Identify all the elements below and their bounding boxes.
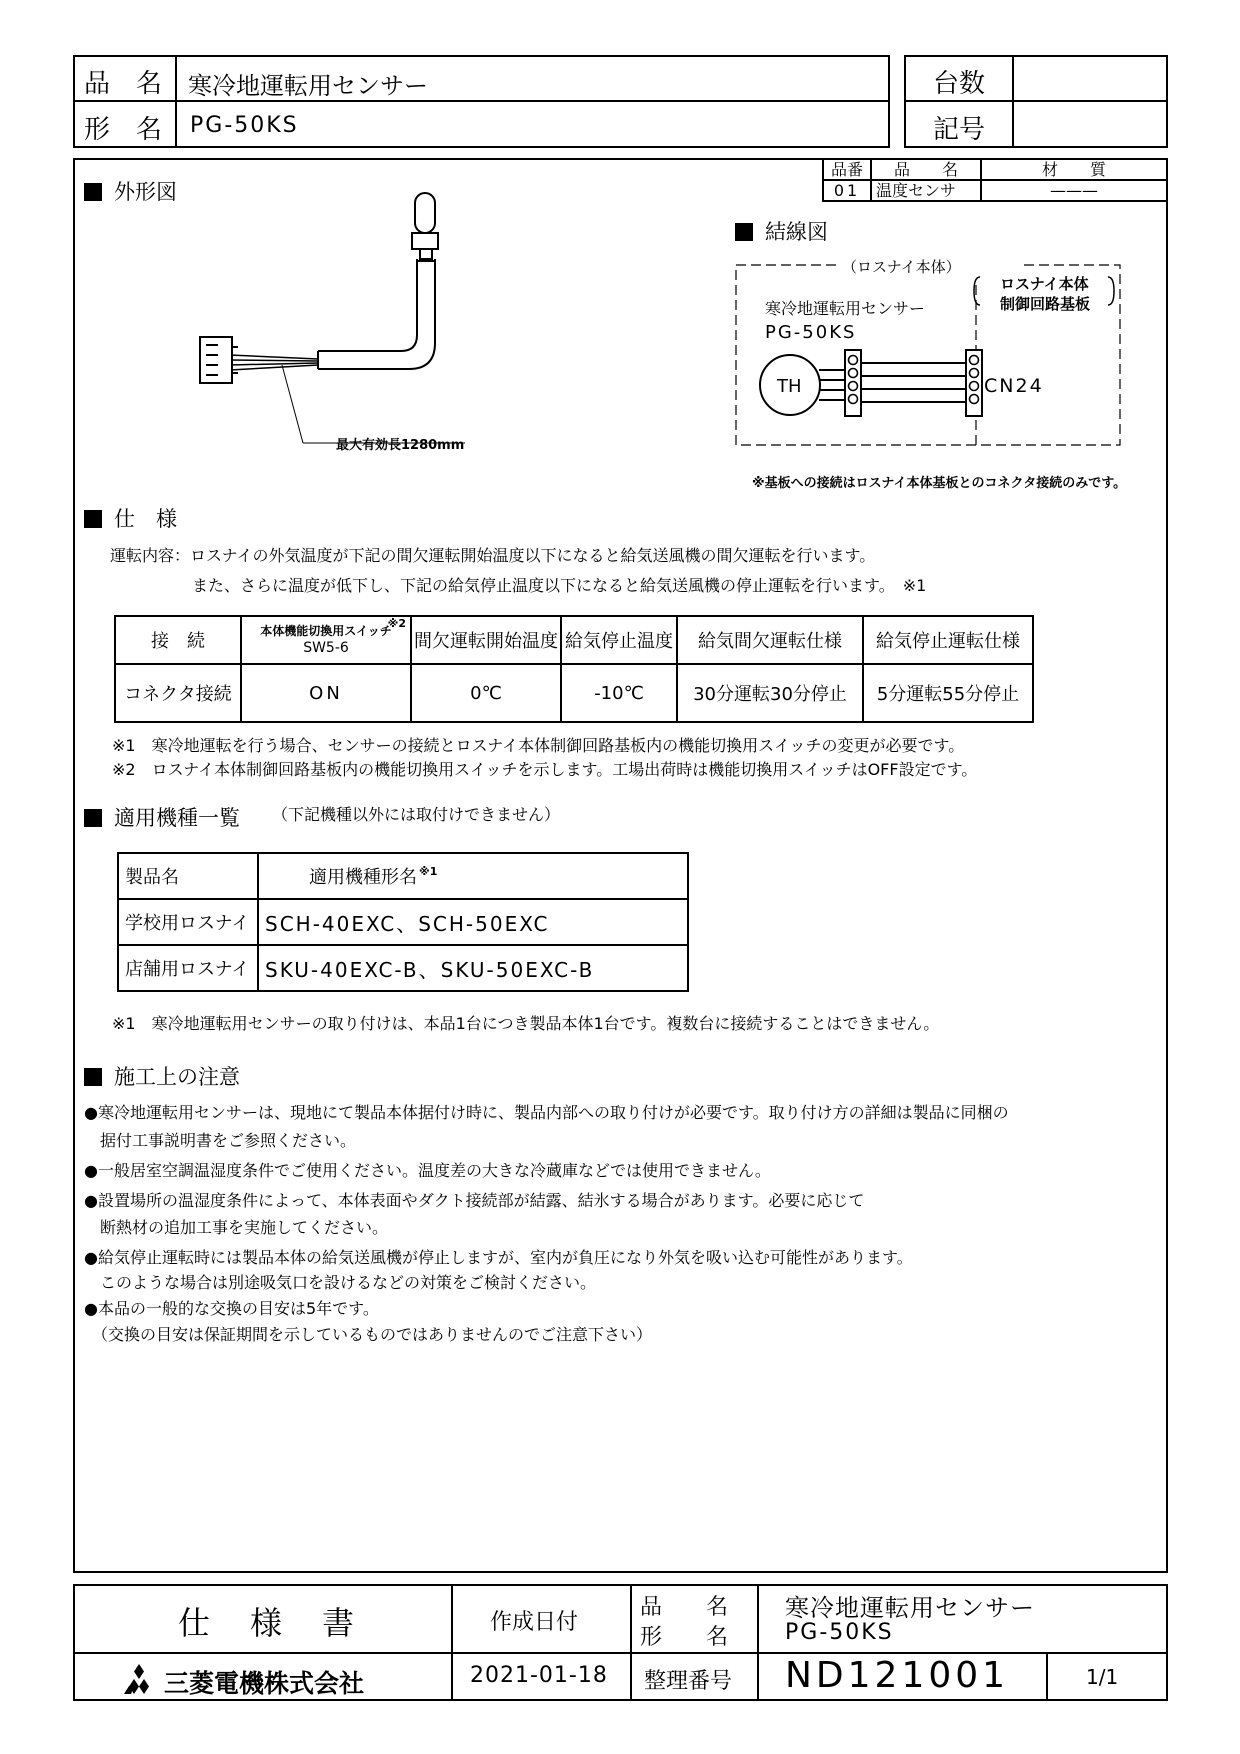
spec-cell-intermittent-spec: 30分運転30分停止: [677, 664, 863, 722]
models-header-product: 製品名: [118, 853, 258, 899]
models-title: 適用機種一覧: [114, 806, 240, 830]
symbol-label: 記号: [933, 115, 986, 145]
spec-header-connection: 接 続: [115, 616, 241, 664]
models-note: ※1 寒冷地運転用センサーの取り付けは、本品1台につき製品本体1台です。複数台に接続することはできません。: [112, 1014, 940, 1033]
product-name-value: 寒冷地運転用センサー: [188, 72, 428, 100]
spec-line-2: また、さらに温度が低下し、下記の給気停止温度以下になると給気送風機の停止運転を行います。 ※1: [192, 576, 927, 595]
cautions-title: 施工上の注意: [114, 1065, 240, 1089]
caution-line: 断熱材の追加工事を実施してください。: [84, 1218, 389, 1237]
header-right-divider: [904, 100, 1168, 102]
header-right-vdivider: [1012, 55, 1014, 148]
footer-hdivider: [73, 1652, 1168, 1654]
th-label: TH: [777, 376, 802, 397]
footer-model-label: 形 名: [640, 1625, 729, 1650]
wiring-note: ※基板への接続はロスナイ本体基板とのコネクタ接続のみです。: [752, 476, 1127, 491]
footer-vdivider-1: [451, 1584, 453, 1701]
company-name: 三菱電機株式会社: [164, 1669, 365, 1698]
models-row-2-models: SKU-40EXC-B、SKU-50EXC-B: [258, 945, 688, 991]
parts-cell-material: ———: [981, 180, 1167, 201]
product-name-label: 品 名: [84, 69, 163, 99]
spec-header-intermittent-spec: 給気間欠運転仕様: [677, 616, 863, 664]
wiring-heading: [735, 216, 828, 246]
parts-header-no: 品番: [823, 159, 871, 180]
spec-header-switch-id: SW5-6: [303, 640, 349, 656]
footer-product-label: 品 名: [640, 1595, 729, 1620]
spec-cell-stop-spec: 5分運転55分停止: [863, 664, 1033, 722]
footer-vdivider-4: [1046, 1652, 1048, 1701]
sensor-outline-drawing: [190, 185, 490, 460]
spec-heading: [84, 503, 177, 533]
footer-product-name: 寒冷地運転用センサー: [785, 1594, 1035, 1622]
spec-note-2: ※2 ロスナイ本体制御回路基板内の機能切換用スイッチを示します。工場出荷時は機能切換用スイッチはOFF設定です。: [112, 760, 978, 779]
number-label: 整理番号: [644, 1669, 733, 1694]
outline-heading: [84, 176, 177, 206]
models-header-footnote: ※1: [419, 865, 438, 878]
parts-table: [822, 158, 1168, 202]
section-bullet-icon: [84, 183, 102, 201]
outline-title: 外形図: [114, 180, 177, 204]
mitsubishi-diamonds-icon: [118, 1664, 160, 1694]
models-header-model: [258, 853, 688, 899]
spec-cell-switch: ON: [241, 664, 411, 722]
wiring-board-label-2: 制御回路基板: [1000, 295, 1091, 313]
model-value: PG-50KS: [190, 113, 299, 138]
caution-line: このような場合は別途吸気口を設けるなどの対策をご検討ください。: [84, 1273, 597, 1292]
caution-line: ●一般居室空調温湿度条件でご使用ください。温度差の大きな冷蔵庫などでは使用できません。: [84, 1161, 771, 1180]
spec-header-supply-stop: 給気停止温度: [561, 616, 677, 664]
cn24-label: CN24: [984, 375, 1044, 397]
models-table: [117, 852, 689, 992]
company-logo: [118, 1664, 418, 1698]
footer-vdivider-2: [630, 1584, 632, 1701]
cautions-heading: [84, 1061, 240, 1091]
wiring-sensor-name: 寒冷地運転用センサー: [765, 299, 926, 318]
caution-line: ●本品の一般的な交換の目安は5年です。: [84, 1299, 379, 1318]
date-label: 作成日付: [490, 1610, 579, 1635]
caution-line: ●寒冷地運転用センサーは、現地にて製品本体据付け時に、製品内部への取り付けが必要です。取り付け方の詳細は製品に同梱の: [84, 1103, 1009, 1122]
models-header-model-text: 適用機種形名: [309, 867, 417, 888]
spec-cell-supply-stop: -10℃: [561, 664, 677, 722]
models-row-1-product: 学校用ロスナイ: [118, 899, 258, 945]
quantity-label: 台数: [933, 69, 986, 99]
caution-line: ●給気停止運転時には製品本体の給気送風機が停止しますが、室内が負圧になり外気を吸い込む可能性があります。: [84, 1248, 913, 1267]
wiring-board-label-1: ロスナイ本体: [1000, 275, 1089, 293]
spec-header-footnote: ※2: [387, 617, 406, 630]
wiring-title: 結線図: [765, 220, 828, 244]
doc-type-label: 仕 様 書: [178, 1604, 359, 1642]
footer-date: 2021-01-18: [470, 1663, 608, 1688]
spec-table: [114, 615, 1034, 723]
header-left-vdivider: [175, 55, 177, 148]
models-row-1-models: SCH-40EXC、SCH-50EXC: [258, 899, 688, 945]
parts-header-name: 品 名: [871, 159, 981, 180]
section-bullet-icon: [735, 223, 753, 241]
caution-line: ●設置場所の温湿度条件によって、本体表面やダクト接続部が結露、結氷する場合があります。必要に応じて: [84, 1191, 865, 1210]
footer-vdivider-3: [757, 1584, 759, 1701]
models-subtitle: （下記機種以外には取付けできません）: [272, 805, 561, 824]
spec-header-switch-name: 本体機能切換用スイッチ: [260, 624, 392, 638]
model-label: 形 名: [84, 115, 163, 145]
spec-header-intermittent-start: 間欠運転開始温度: [411, 616, 561, 664]
wiring-sensor-model: PG-50KS: [765, 322, 857, 343]
footer-model: PG-50KS: [785, 1620, 894, 1645]
spec-note-1: ※1 寒冷地運転を行う場合、センサーの接続とロスナイ本体制御回路基板内の機能切換用スイッチの変更が必要です。: [112, 736, 965, 755]
models-heading: [84, 802, 240, 832]
section-bullet-icon: [84, 510, 102, 528]
page-number: 1/1: [1086, 1665, 1119, 1689]
max-length-label: 最大有効長1280mm: [336, 438, 465, 453]
models-row-2-product: 店舗用ロスナイ: [118, 945, 258, 991]
section-bullet-icon: [84, 1068, 102, 1086]
section-bullet-icon: [84, 809, 102, 827]
spec-line-1: 運転内容：ロスナイの外気温度が下記の間欠運転開始温度以下になると給気送風機の間欠運転を行います。: [110, 546, 876, 565]
document-number: ND121001: [785, 1655, 1010, 1696]
wiring-unit-label: （ロスナイ本体）: [842, 258, 961, 276]
spec-cell-intermittent-start: 0℃: [411, 664, 561, 722]
spec-header-stop-spec: 給気停止運転仕様: [863, 616, 1033, 664]
spec-cell-connection: コネクタ接続: [115, 664, 241, 722]
spec-header-switch: [241, 616, 411, 664]
caution-line: 据付工事説明書をご参照ください。: [84, 1131, 357, 1150]
parts-cell-name: 温度センサ: [871, 180, 981, 201]
spec-title: 仕 様: [114, 507, 177, 531]
parts-cell-no: 01: [823, 180, 871, 201]
caution-line: （交換の目安は保証期間を示しているものではありませんのでご注意下さい）: [84, 1325, 653, 1344]
parts-header-material: 材 質: [981, 159, 1167, 180]
